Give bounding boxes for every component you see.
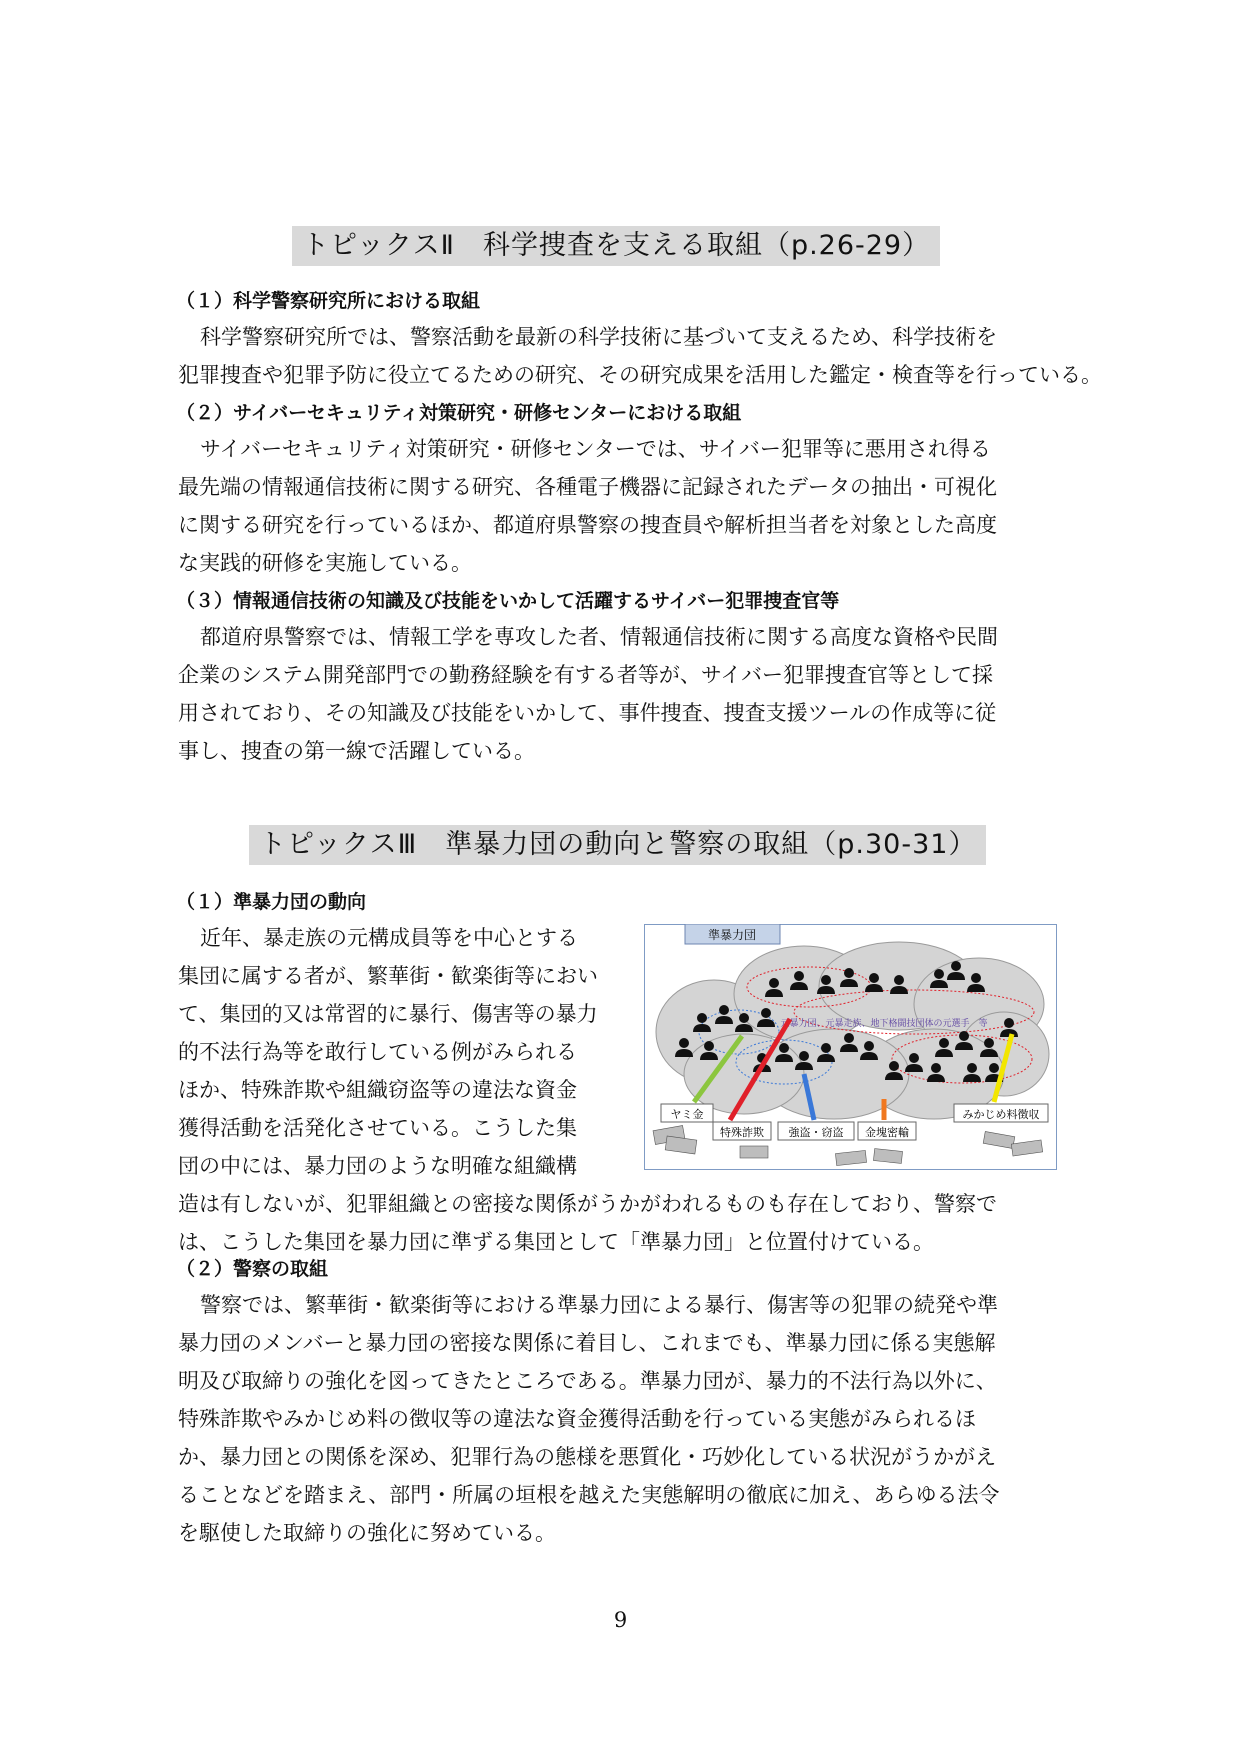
- topic2-title: トピックスⅡ 科学捜査を支える取組（p.26-29）: [292, 226, 940, 266]
- text-line: に関する研究を行っているほか、都道府県警察の捜査員や解析担当者を対象とした高度: [178, 513, 997, 537]
- topic2-sec2-heading: （２）サイバーセキュリティ対策研究・研修センターにおける取組: [176, 402, 742, 424]
- text-line: 用されており、その知識及び技能をいかして、事件捜査、捜査支援ツールの作成等に従: [178, 701, 997, 725]
- label-tokushu-sagi: 特殊詐欺: [720, 1126, 764, 1139]
- text-line: 的不法行為等を敢行している例がみられる: [178, 1040, 577, 1064]
- text-line: 暴力団のメンバーと暴力団の密接な関係に着目し、これまでも、準暴力団に係る実態解: [178, 1331, 996, 1355]
- topic2-sec1-heading: （１）科学警察研究所における取組: [176, 290, 481, 312]
- text-line: ほか、特殊詐欺や組織窃盗等の違法な資金: [178, 1078, 577, 1102]
- topic2-sec3-heading: （３）情報通信技術の知識及び技能をいかして活躍するサイバー犯罪捜査官等: [176, 590, 840, 612]
- text-line: 最先端の情報通信技術に関する研究、各種電子機器に記録されたデータの抽出・可視化: [178, 475, 997, 499]
- figure-note: 元暴力団、元暴走族、地下格闘技団体の元選手 等: [780, 1019, 988, 1029]
- topic3-sec2-heading: （２）警察の取組: [176, 1258, 329, 1280]
- label-mikajimeryo: みかじめ料徴収: [962, 1108, 1040, 1121]
- text-line: は、こうした集団を暴力団に準ずる集団として「準暴力団」と位置付けている。: [178, 1230, 934, 1254]
- topic3-sec2-text: [178, 1286, 1000, 1552]
- text-line: 犯罪捜査や犯罪予防に役立てるための研究、その研究成果を活用した鑑定・検査等を行っている。: [178, 363, 1102, 387]
- figure-title: 準暴力団: [707, 928, 757, 942]
- topic2-sec2-text: [178, 430, 997, 582]
- text-line: ることなどを踏まえ、部門・所属の垣根を越えた実態解明の徹底に加え、あらゆる法令: [178, 1483, 1000, 1507]
- text-line: 科学警察研究所では、警察活動を最新の科学技術に基づいて支えるため、科学技術を: [200, 325, 998, 349]
- text-line: を駆使した取締りの強化に努めている。: [178, 1521, 556, 1545]
- text-line: 獲得活動を活発化させている。こうした集: [178, 1116, 577, 1140]
- text-line: 明及び取締りの強化を図ってきたところである。準暴力団が、暴力的不法行為以外に、: [178, 1369, 997, 1393]
- text-line: 事し、捜査の第一線で活躍している。: [178, 739, 535, 763]
- text-line: て、集団的又は常習的に暴行、傷害等の暴力: [178, 1002, 598, 1026]
- text-line: か、暴力団との関係を深め、犯罪行為の態様を悪質化・巧妙化している状況がうかがえ: [178, 1445, 997, 1469]
- label-yamikin: ヤミ金: [670, 1108, 704, 1121]
- text-line: 企業のシステム開発部門での勤務経験を有する者等が、サイバー犯罪捜査官等として採: [178, 663, 994, 687]
- topic2-sec3-text: [178, 618, 998, 770]
- text-line: 特殊詐欺やみかじめ料の徴収等の違法な資金獲得活動を行っている実態がみられるほ: [178, 1407, 976, 1431]
- text-line: 集団に属する者が、繁華街・歓楽街等におい: [178, 964, 598, 988]
- page-number: 9: [613, 1608, 628, 1632]
- text-line: な実践的研修を実施している。: [178, 551, 472, 575]
- topic3-sec1-heading: （１）準暴力団の動向: [176, 891, 367, 913]
- junboryokudan-figure: [644, 924, 1057, 1170]
- topic2-sec1-text: [178, 318, 1102, 394]
- figure-svg: [644, 924, 1057, 1170]
- label-kinkai-mitsuyu: 金塊密輸: [865, 1126, 909, 1139]
- text-line: 都道府県警察では、情報工学を専攻した者、情報通信技術に関する高度な資格や民間: [200, 625, 998, 649]
- text-line: 造は有しないが、犯罪組織との密接な関係がうかがわれるものも存在しており、警察で: [178, 1192, 997, 1216]
- text-line: 近年、暴走族の元構成員等を中心とする: [200, 926, 578, 950]
- label-goto-setto: 強盗・窃盗: [788, 1126, 844, 1139]
- text-line: サイバーセキュリティ対策研究・研修センターでは、サイバー犯罪等に悪用され得る: [200, 437, 991, 461]
- topic3-title: トピックスⅢ 準暴力団の動向と警察の取組（p.30-31）: [249, 825, 986, 865]
- text-line: 団の中には、暴力団のような明確な組織構: [178, 1154, 577, 1178]
- text-line: 警察では、繁華街・歓楽街等における準暴力団による暴行、傷害等の犯罪の続発や準: [200, 1293, 998, 1317]
